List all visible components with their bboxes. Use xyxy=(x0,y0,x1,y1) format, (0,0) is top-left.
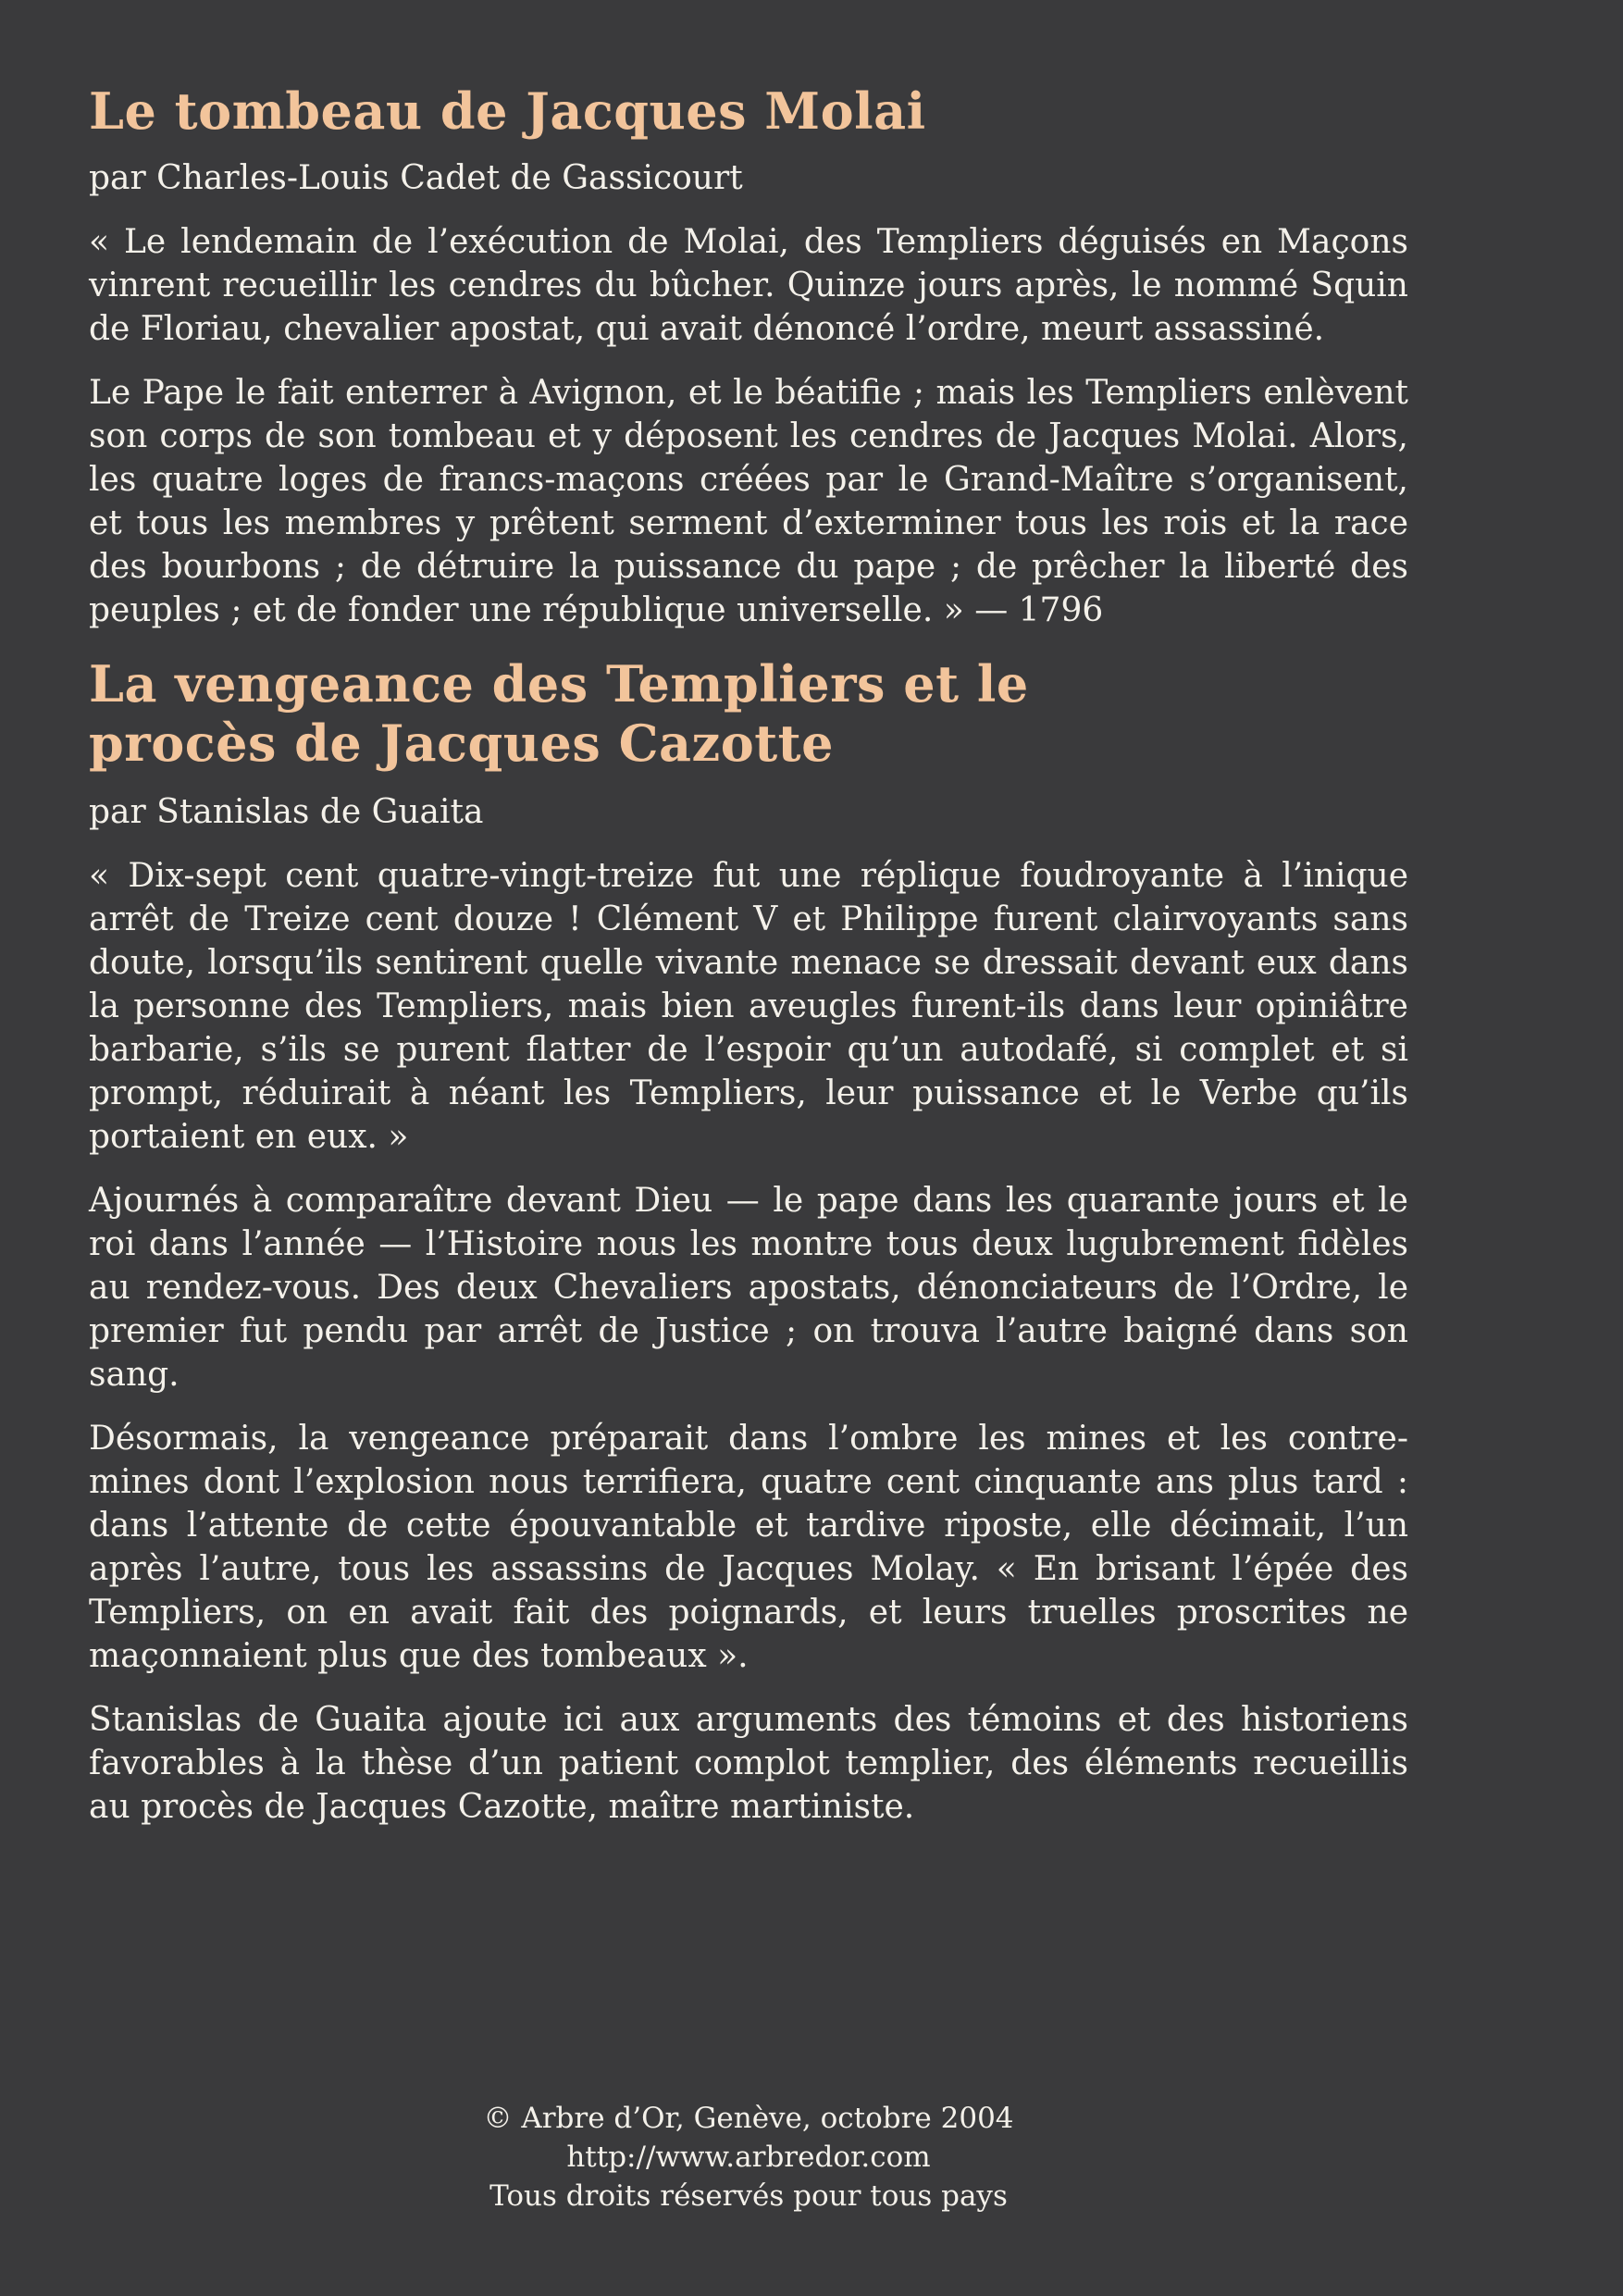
footer-url: http://www.arbredor.com xyxy=(566,2141,931,2174)
footer-copyright: © Arbre d’Or, Genève, octobre 2004 xyxy=(483,2102,1014,2135)
paragraph: « Dix-sept cent quatre-vingt-treize fut une réplique foudroyante à l’inique arrêt de Treize cent douze ! Clément V et Philippe furent clairvoyants sans doute, lorsqu’ils sentirent quelle vivante menace se dressait devant eux dans la personne des Templiers, mais bien aveugles furent-ils dans leur opiniâtre barbarie, s’ils se purent flatter de l’espoir qu’un autodafé, si complet et si prompt, réduirait à néant les Templiers, leur puissance et le Verbe qu’ils portaient en eux. » xyxy=(89,857,1408,1156)
paragraph: Stanislas de Guaita ajoute ici aux arguments des témoins et des historiens favorables à la thèse d’un patient complot templier, des éléments recueillis au procès de Jacques Cazotte, maître martiniste. xyxy=(89,1701,1408,1826)
section-title-vengeance xyxy=(89,654,1408,773)
author-guaita: par Stanislas de Guaita xyxy=(89,793,484,831)
page-content xyxy=(89,81,1408,1849)
section-title-line: procès de Jacques Cazotte xyxy=(89,714,834,773)
section-title-line: La vengeance des Templiers et le xyxy=(89,654,1029,714)
footer xyxy=(0,2099,1497,2215)
paragraph: Désormais, la vengeance préparait dans l’ombre les mines et les contre-mines dont l’explosion nous terrifiera, quatre cent cinquante ans plus tard : dans l’attente de cette épouvantable et tardive riposte, elle décimait, l’un après l’autre, tous les assassins de Jacques Molay. « En brisant l’épée des Templiers, on en avait fait des poignards, et leurs truelles proscrites ne maçonnaient plus que des tombeaux ». xyxy=(89,1420,1408,1675)
section-title-molai: Le tombeau de Jacques Molai xyxy=(89,81,926,141)
footer-rights: Tous droits réservés pour tous pays xyxy=(489,2179,1008,2213)
paragraph: Le Pape le fait enterrer à Avignon, et le béatifie ; mais les Templiers enlèvent son corps de son tombeau et y déposent les cendres de Jacques Molai. Alors, les quatre loges de francs-maçons créées par le Grand-Maître s’organisent, et tous les membres y prêtent serment d’exterminer tous les rois et la race des bourbons ; de détruire la puissance du pape ; de prêcher la liberté des peuples ; et de fonder une république universelle. » — 1796 xyxy=(89,374,1408,629)
paragraph: « Le lendemain de l’exécution de Molai, des Templiers déguisés en Maçons vinrent recueillir les cendres du bûcher. Quinze jours après, le nommé Squin de Floriau, chevalier apostat, qui avait dénoncé l’ordre, meurt assassiné. xyxy=(89,223,1408,348)
paragraph: Ajournés à comparaître devant Dieu — le pape dans les quarante jours et le roi dans l’année — l’Histoire nous les montre tous deux lugubrement fidèles au rendez-vous. Des deux Chevaliers apostats, dénonciateurs de l’Ordre, le premier fut pendu par arrêt de Justice ; on trouva l’autre baigné dans son sang. xyxy=(89,1182,1408,1394)
author-cadet-de-gassicourt: par Charles-Louis Cadet de Gassicourt xyxy=(89,159,743,197)
